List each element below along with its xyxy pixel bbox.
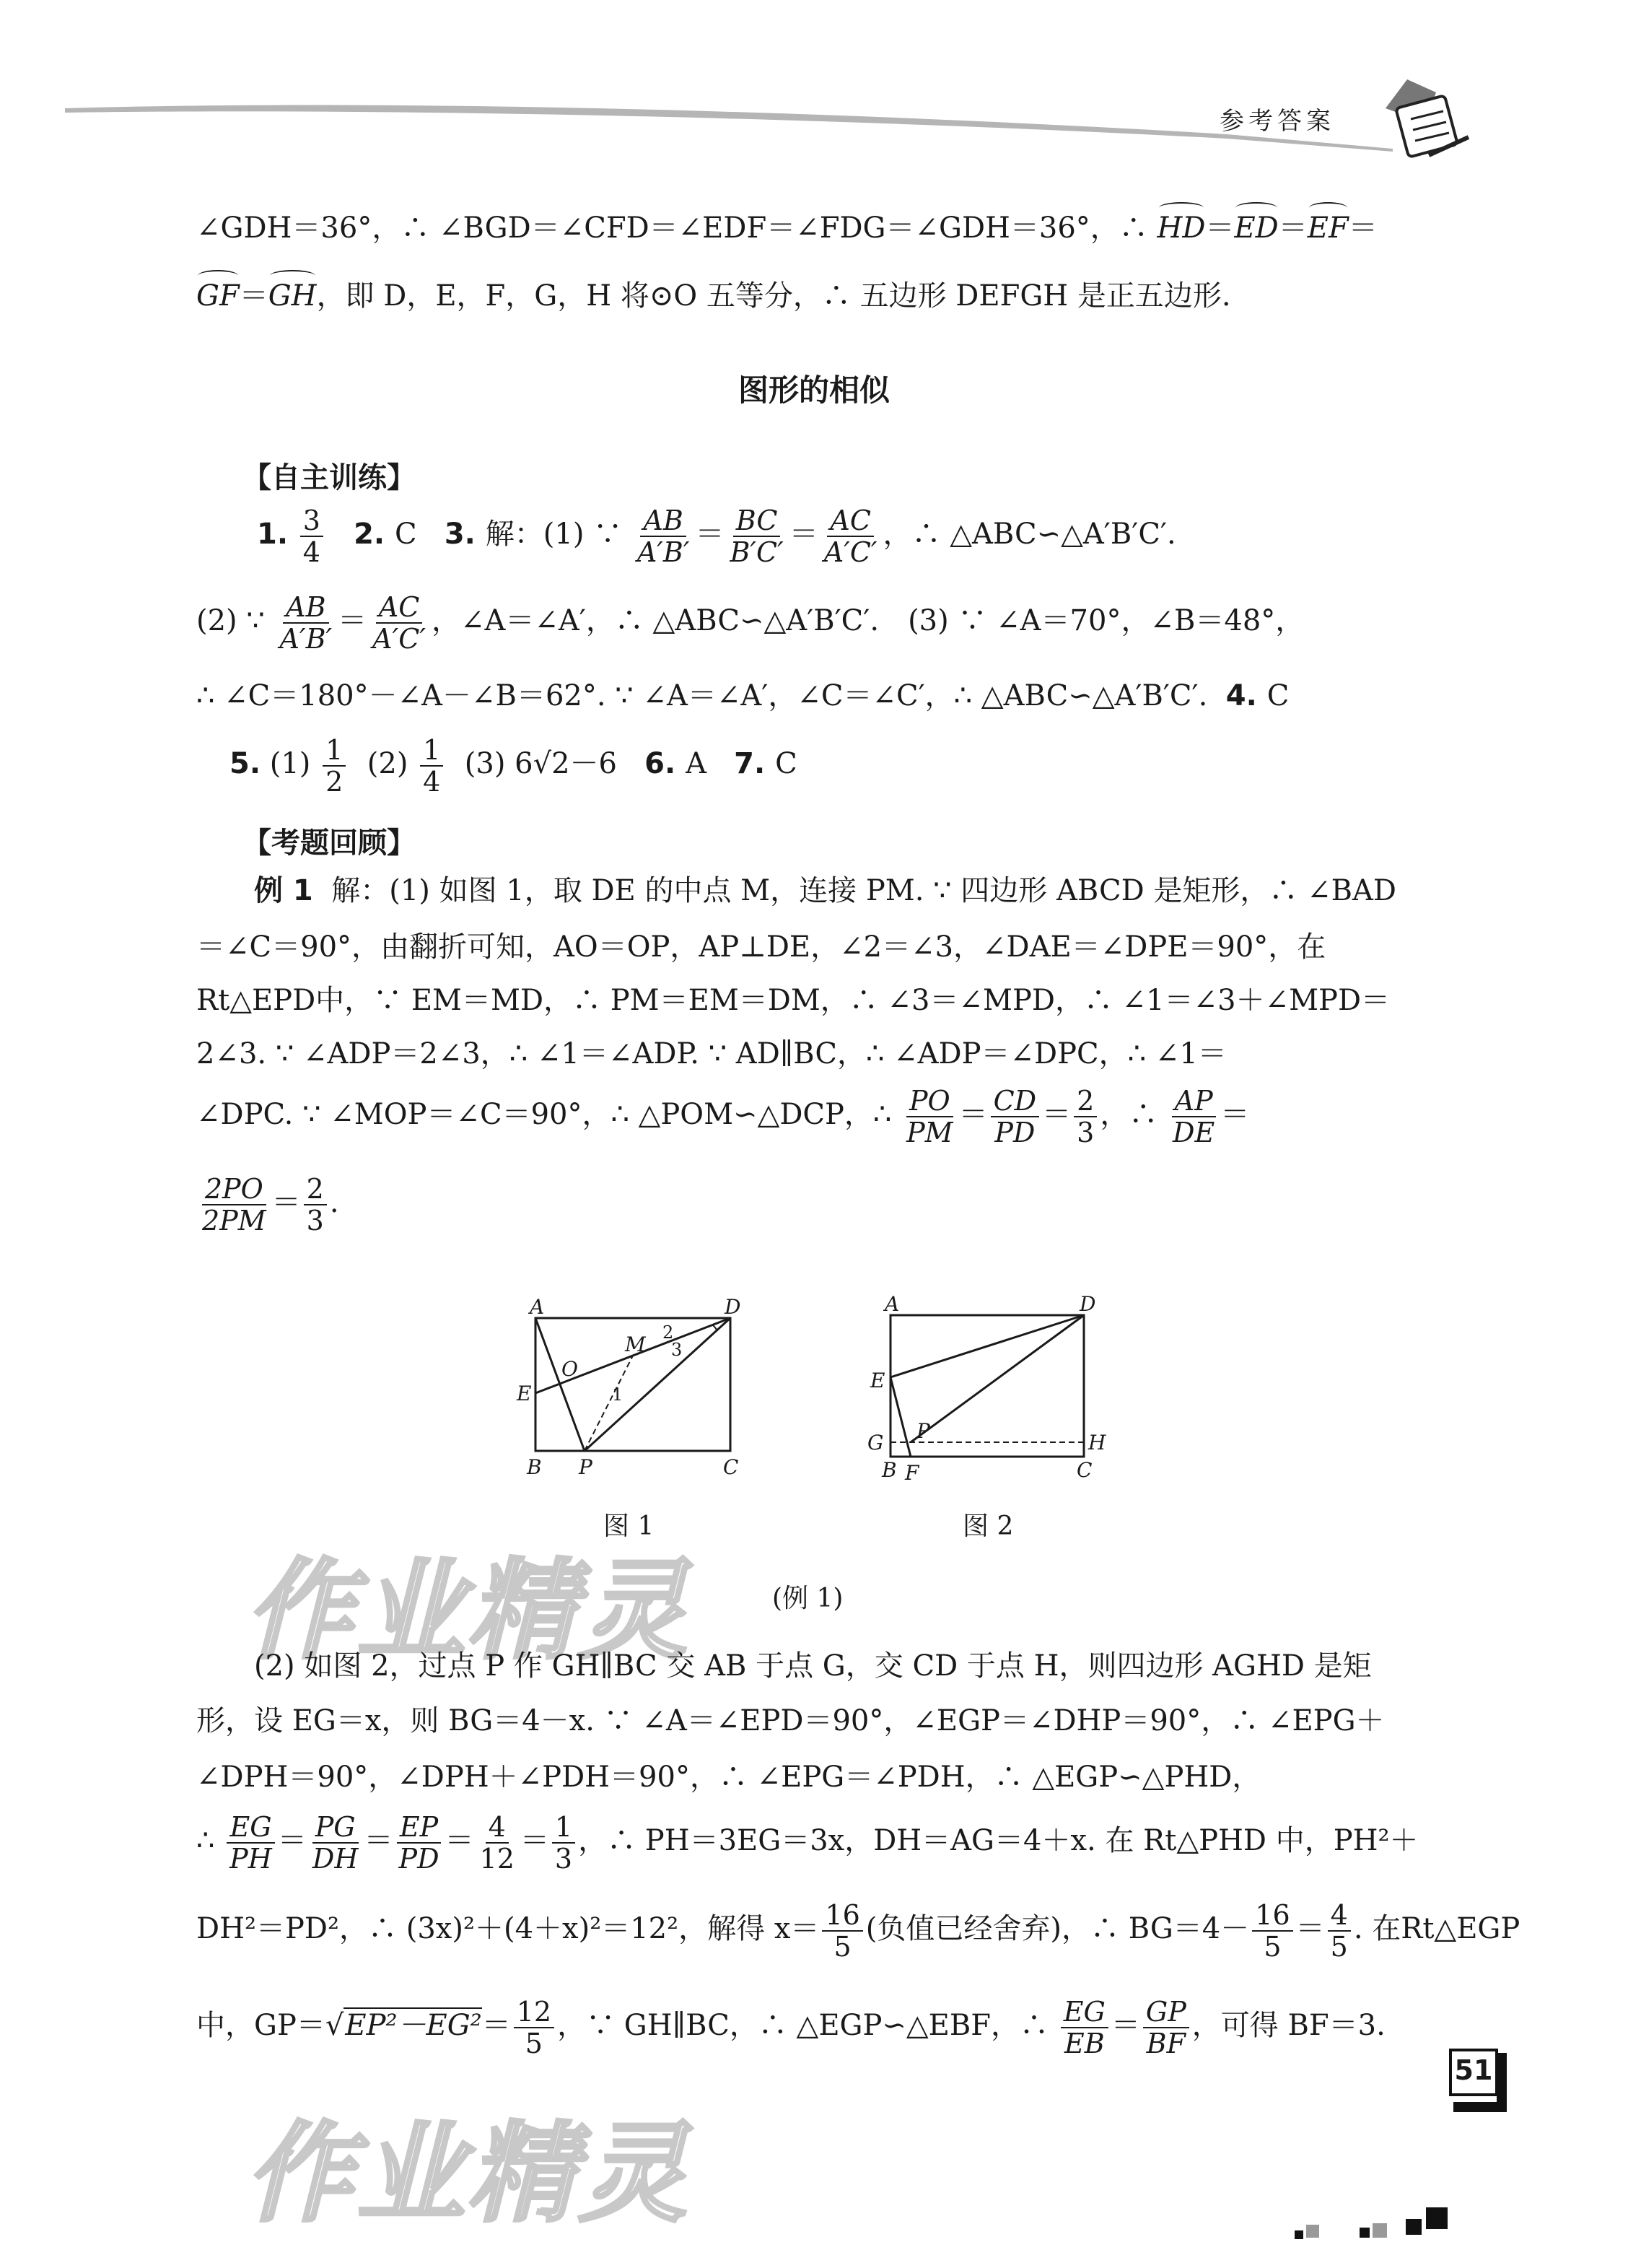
ex1-line-1: 例 1 解：(1) 如图 1，取 DE 的中点 M，连接 PM. ∵ 四边形 ABCD 是矩形，∴ ∠BAD: [254, 874, 1397, 907]
fig2-label-h: H: [1088, 1431, 1106, 1454]
q5-q7-line: 5. (1) $\frac{1}{2}$ (2) $\frac{1}{4}$ (3) 6√2－6 6. A 7. C: [229, 734, 797, 798]
ex1-line-3: Rt△EPD中，∵ EM＝MD，∴ PM＝EM＝DM，∴ ∠3＝∠MPD，∴ ∠1＝∠3＋∠MPD＝: [196, 984, 1391, 1017]
notebook-pencil-icon: [1386, 79, 1469, 157]
fig1-label-o: O: [561, 1357, 578, 1381]
part2-line-4: ∴ $\frac{EG}{PH}$ ＝ $\frac{PG}{DH}$ ＝ $\frac{EP}{PD}$ ＝ $\frac{4}{12}$ ＝ $\frac{1}{3}$ ，∴ PH＝3EG＝3x，DH＝AG＝4＋x. 在 Rt△PHD 中，PH²＋: [196, 1811, 1419, 1875]
part2-line-3: ∠DPH＝90°，∠DPH＋∠PDH＝90°，∴ ∠EPG＝∠PDH，∴ △EGP∽△PHD，: [196, 1761, 1261, 1794]
header-decoration: [0, 0, 1628, 173]
part2-line-2: 形，设 EG＝x，则 BG＝4－x. ∵ ∠A＝∠EPD＝90°，∠EGP＝∠DHP＝90°，∴ ∠EPG＋: [196, 1704, 1385, 1737]
part2-line-5: DH²＝PD²，∴ (3x)²＋(4＋x)²＝12²，解得 x＝ $\frac{16}{5}$ (负值已经舍弃)，∴ BG＝4－ $\frac{16}{5}$ ＝ $\frac{4}{5}$ . 在Rt△EGP: [196, 1899, 1520, 1963]
figure-2: [867, 1292, 1106, 1485]
q3-line-3: ∴ ∠C＝180°－∠A－∠B＝62°. ∵ ∠A＝∠A′，∠C＝∠C′，∴ △ABC∽△A′B′C′. 4. C: [196, 679, 1290, 712]
continuation-line-1: ∠GDH＝36°，∴ ∠BGD＝∠CFD＝∠EDF＝∠FDG＝∠GDH＝36°，∴ HD＝ED＝EF＝: [196, 209, 1437, 247]
fig2-label-e: E: [870, 1369, 885, 1392]
fig1-label-b: B: [527, 1455, 542, 1479]
part2-line-6: 中，GP＝√EP²－EG²＝ $\frac{12}{5}$ ，∵ GH∥BC，∴ △EGP∽△EBF，∴ $\frac{EG}{EB}$ ＝ $\frac{GP}{BF}$ ，可得 BF＝3.: [196, 1996, 1386, 2059]
fig2-label-f: F: [905, 1461, 919, 1485]
fig1-label-1: 1: [612, 1384, 623, 1405]
q3-line-2: (2) ∵ $\frac{AB}{A'B'}$ ＝ $\frac{AC}{A'C'}$ ，∠A＝∠A′，∴ △ABC∽△A′B′C′. (3) ∵ ∠A＝70°，∠B＝48°，: [196, 591, 1305, 655]
fig2-label-g: G: [867, 1431, 884, 1454]
fig2-label-a: A: [885, 1292, 900, 1316]
fig1-label-p: P: [579, 1455, 592, 1479]
fig1-label-d: D: [725, 1295, 741, 1319]
watermark-2: 作业精灵: [245, 2111, 691, 2237]
ex1-line-4: 2∠3. ∵ ∠ADP＝2∠3，∴ ∠1＝∠ADP. ∵ AD∥BC，∴ ∠ADP＝∠DPC，∴ ∠1＝: [196, 1037, 1227, 1070]
fig1-label-m: M: [625, 1333, 646, 1356]
fig2-label-c: C: [1077, 1458, 1093, 1482]
q1-q3-line: 1. $\frac{3}{4}$ 2. C 3. 解：(1) ∵ $\frac{AB}{A'B'}$ ＝ $\frac{BC}{B'C'}$ ＝ $\frac{AC}{A'C'}$ ，∴ △ABC∽△A′B′C′.: [257, 505, 1176, 568]
ex1-line-2: ＝∠C＝90°，由翻折可知，AO＝OP，AP⊥DE，∠2＝∠3，∠DAE＝∠DPE＝90°，在: [196, 930, 1326, 964]
ex1-line-6: $\frac{2PO}{2PM}$ ＝ $\frac{2}{3}$ .: [202, 1173, 339, 1237]
section-title: 图形的相似: [738, 372, 890, 408]
review-tag: 【考题回顾】: [242, 826, 416, 860]
fig2-label-p: P: [916, 1419, 930, 1443]
fraction: $\frac{3}{4}$: [300, 505, 323, 567]
ex1-line-5: ∠DPC. ∵ ∠MOP＝∠C＝90°，∴ △POM∽△DCP，∴ $\frac{PO}{PM}$ ＝ $\frac{CD}{PD}$ ＝ $\frac{2}{3}$ ，∴ $\frac{AP}{DE}$ ＝: [196, 1085, 1250, 1148]
figure-1: [516, 1295, 740, 1479]
fig2-caption: 图 2: [963, 1512, 1014, 1541]
fig1-label-a: A: [530, 1295, 545, 1319]
fig1-label-2: 2: [662, 1322, 674, 1343]
part2-line-1: (2) 如图 2，过点 P 作 GH∥BC 交 AB 于点 G，交 CD 于点 H，则四边形 AGHD 是矩: [254, 1649, 1372, 1683]
fig2-label-d: D: [1080, 1292, 1096, 1316]
self-training-tag: 【自主训练】: [242, 461, 416, 494]
page-number: 51: [1454, 2054, 1493, 2086]
fig1-label-3: 3: [671, 1340, 683, 1360]
fig2-label-b: B: [882, 1458, 897, 1482]
header-label: 参考答案: [1220, 107, 1335, 136]
continuation-line-2: GF＝GH，即 D，E，F，G，H 将⊙O 五等分，∴ 五边形 DEFGH 是正五边形.: [196, 277, 1437, 315]
group-caption: (例 1): [772, 1584, 844, 1613]
watermark-1: 作业精灵: [245, 1548, 691, 1674]
fig1-label-c: C: [723, 1455, 739, 1479]
figures: [505, 1285, 1155, 1501]
fig1-label-e: E: [517, 1382, 532, 1405]
fig1-caption: 图 1: [603, 1512, 655, 1541]
